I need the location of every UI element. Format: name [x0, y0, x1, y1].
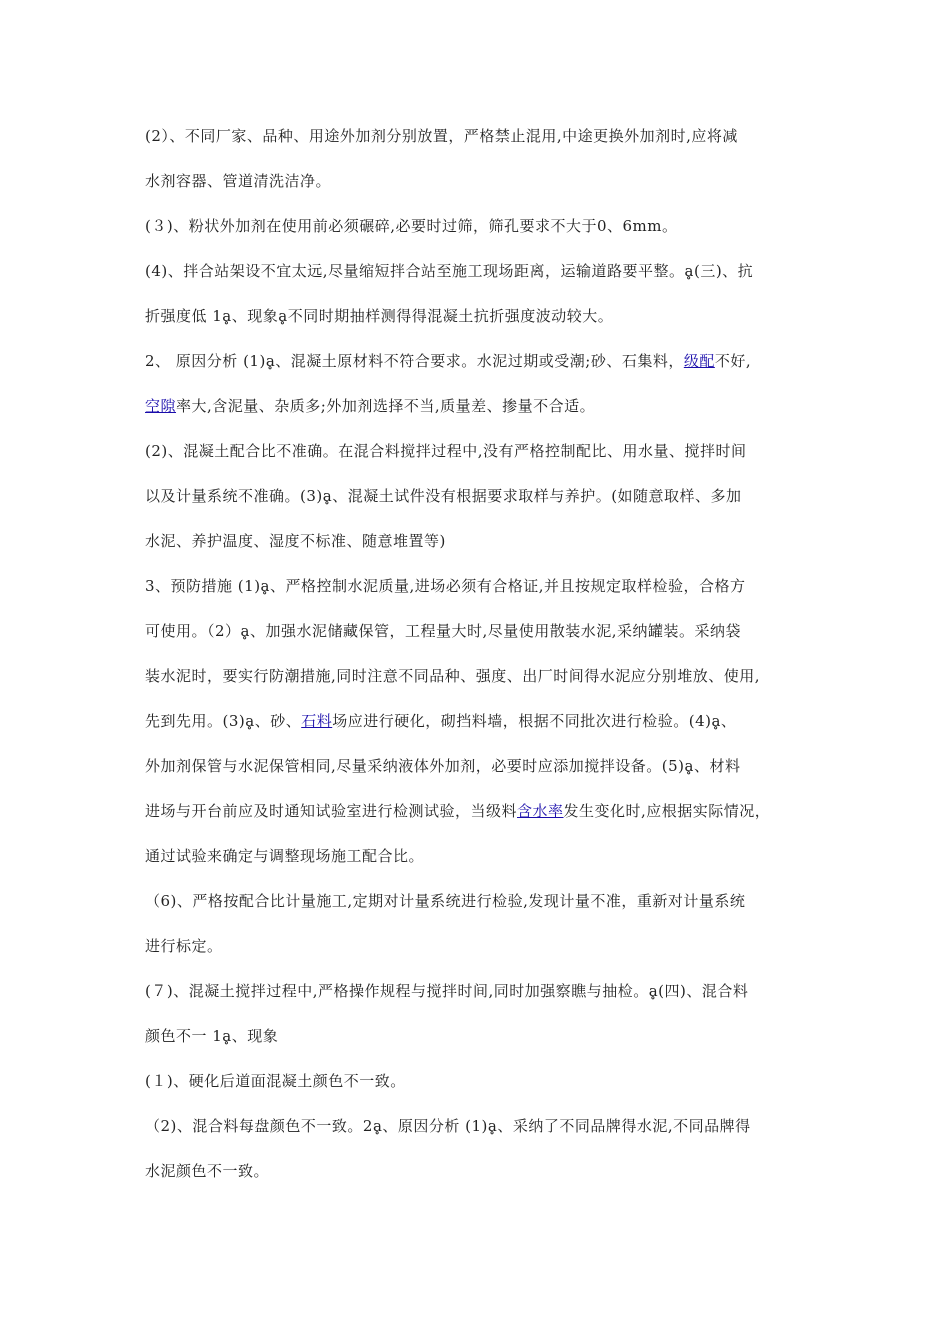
text-line: 折强度低 1ḁ、现象ḁ不同时期抽样测得得混凝土抗折强度波动较大。	[145, 307, 614, 325]
text-line: (4)、拌合站架设不宜太远,尽量缩短拌合站至施工现场距离，运输道路要平整。ḁ(三)、抗	[145, 262, 754, 280]
text-segment: 场应进行硬化，砌挡料墙，根据不同批次进行检验。(4)ḁ、	[332, 712, 737, 730]
text-line	[145, 711, 736, 731]
text-line: （2)、混合料每盘颜色不一致。2ḁ、原因分析 (1)ḁ、采纳了不同品牌得水泥,不同品牌得	[145, 1117, 751, 1135]
text-segment: 先到先用。(3)ḁ、砂、	[145, 712, 302, 730]
text-line	[145, 801, 770, 821]
text-segment: 进场与开台前应及时通知试验室进行检测试验，当级料	[145, 802, 518, 820]
text-line: (３)、粉状外加剂在使用前必须碾碎,必要时过筛，筛孔要求不大于0、6mm。	[145, 217, 678, 235]
text-line: (2）、不同厂家、品种、用途外加剂分别放置，严格禁止混用,中途更换外加剂时,应将减	[145, 127, 738, 145]
link-stone[interactable]: 石料	[301, 712, 333, 730]
text-segment: 率大,含泥量、杂质多;外加剂选择不当,质量差、掺量不合适。	[176, 397, 596, 415]
text-segment: 发生变化时,应根据实际情况，	[563, 802, 771, 820]
link-moisture[interactable]: 含水率	[517, 802, 564, 820]
text-line: （6)、严格按配合比计量施工,定期对计量系统进行检验,发现计量不准，重新对计量系统	[145, 892, 746, 910]
text-line: 外加剂保管与水泥保管相同,尽量采纳液体外加剂，必要时应添加搅拌设备。(5)ḁ、材料	[145, 757, 741, 775]
link-voids[interactable]: 空隙	[145, 397, 177, 415]
text-line: 通过试验来确定与调整现场施工配合比。	[145, 847, 425, 865]
text-line	[145, 396, 595, 416]
text-line: 装水泥时，要实行防潮措施,同时注意不同品种、强度、出厂时间得水泥应分别堆放、使用,	[145, 667, 761, 685]
text-line: 3、预防措施 (1)ḁ、严格控制水泥质量,进场必须有合格证,并且按规定取样检验，合格方	[145, 577, 746, 595]
text-line: 颜色不一 1ḁ、现象	[145, 1027, 279, 1045]
text-line: 水泥、养护温度、湿度不标准、随意堆置等)	[145, 532, 446, 550]
text-line: 可使用。（2）ḁ、加强水泥储藏保管，工程量大时,尽量使用散装水泥,采纳罐装。采纳袋	[145, 622, 742, 640]
text-line: 以及计量系统不准确。(3)ḁ、混凝土试件没有根据要求取样与养护。(如随意取样、多加	[145, 487, 742, 505]
text-line: (７)、混凝土搅拌过程中,严格操作规程与搅拌时间,同时加强察瞧与抽检。ḁ(四)、混合料	[145, 982, 749, 1000]
text-line	[145, 351, 751, 371]
text-line: 进行标定。	[145, 937, 223, 955]
text-line: (2)、混凝土配合比不准确。在混合料搅拌过程中,没有严格控制配比、用水量、搅拌时间	[145, 442, 747, 460]
link-grading[interactable]: 级配	[683, 352, 715, 370]
text-line: 水剂容器、管道清洗洁净。	[145, 172, 332, 190]
text-segment: 2、 原因分析 (1)ḁ、混凝土原材料不符合要求。水泥过期或受潮;砂、石集料，	[145, 352, 684, 370]
text-line: 水泥颜色不一致。	[145, 1162, 270, 1180]
text-line: (１)、硬化后道面混凝土颜色不一致。	[145, 1072, 406, 1090]
text-segment: 不好,	[714, 352, 752, 370]
